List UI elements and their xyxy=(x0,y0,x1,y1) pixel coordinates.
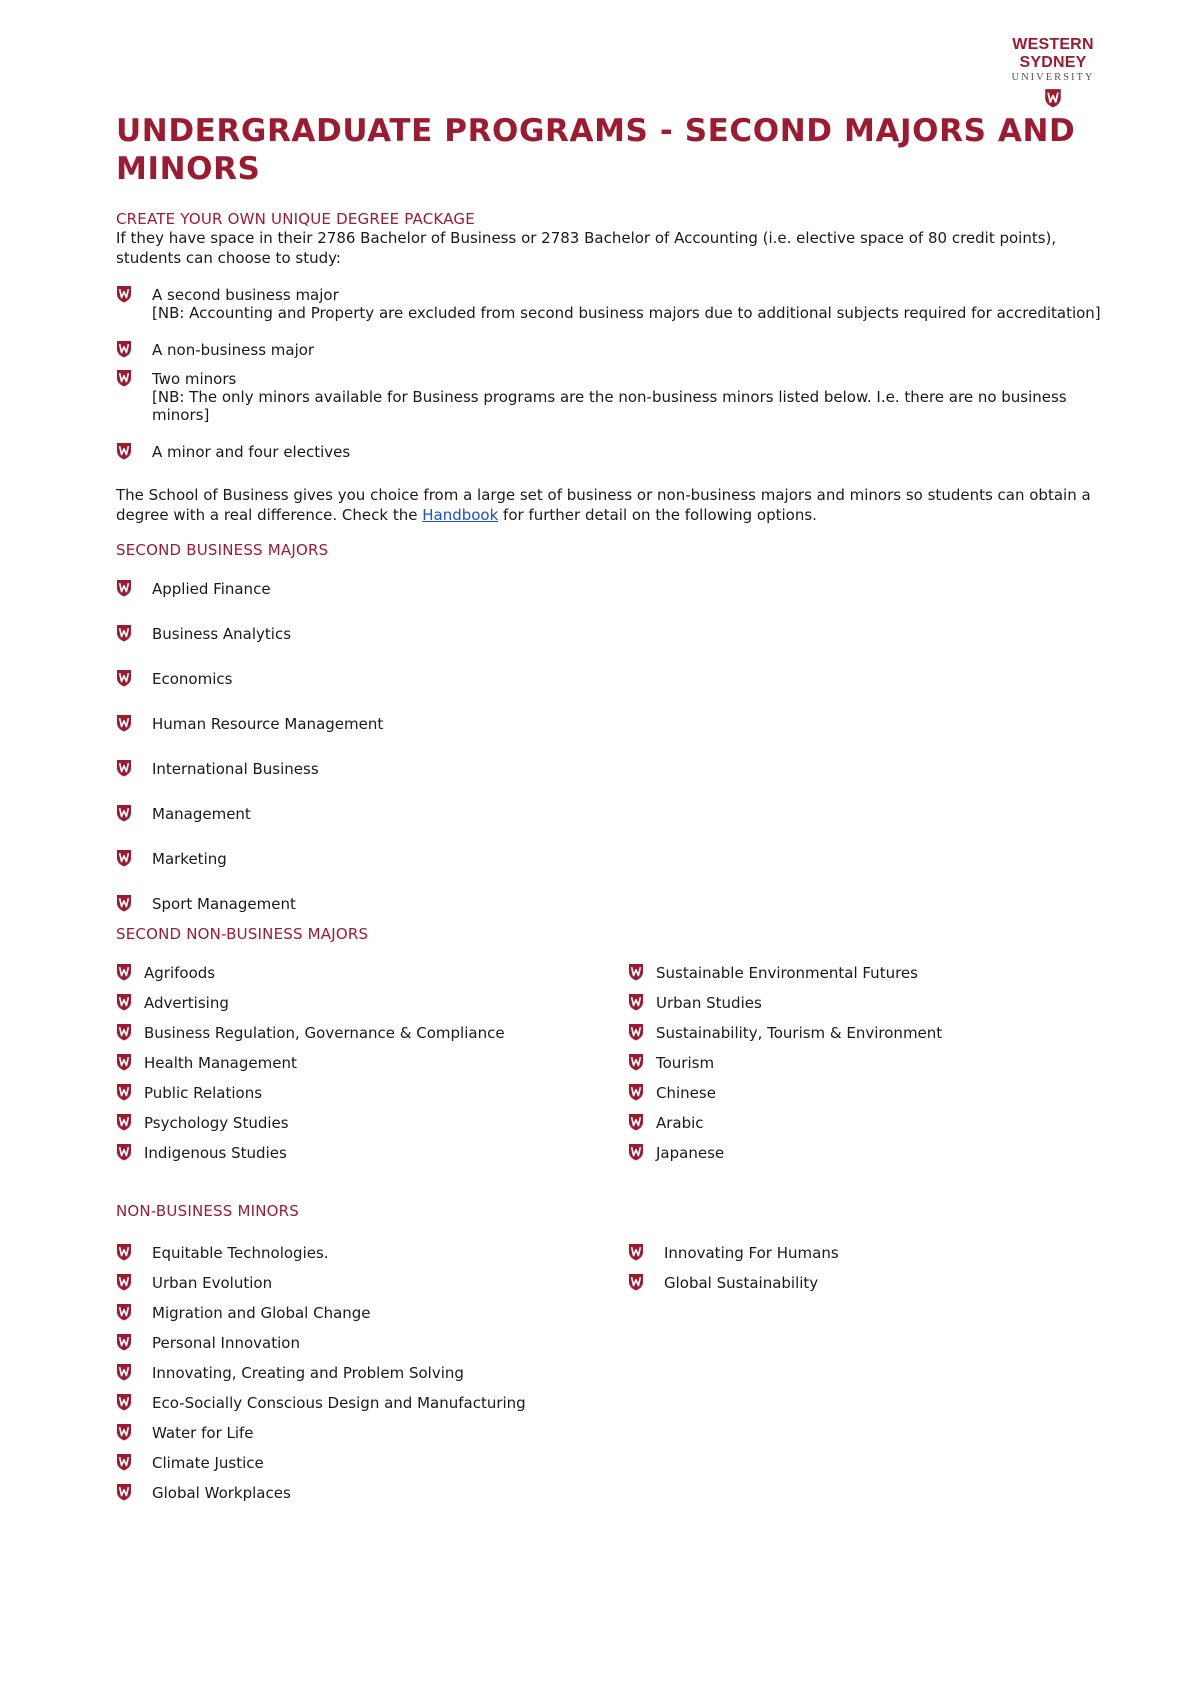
list-item xyxy=(116,670,1106,688)
shield-bullet-icon xyxy=(116,894,132,912)
handbook-link[interactable]: Handbook xyxy=(422,506,499,524)
choice-text-before: The School of Business gives you choice from a large set of business or non-business majors and minors so students can obtain a degree with a real difference. Check the xyxy=(116,486,1091,524)
shield-bullet-icon xyxy=(116,1483,132,1501)
list-item xyxy=(116,1144,628,1162)
list-item xyxy=(116,805,1106,823)
shield-bullet-icon xyxy=(116,579,132,597)
list-item xyxy=(116,1484,628,1502)
option-main: A second business major xyxy=(152,286,339,304)
shield-bullet-icon xyxy=(116,624,132,642)
list-item xyxy=(628,1274,1106,1292)
list-item xyxy=(116,1424,628,1442)
choice-text-after: for further detail on the following options. xyxy=(498,506,817,524)
non-business-minors-columns xyxy=(116,1244,1106,1502)
list-item-label: Innovating For Humans xyxy=(664,1244,839,1262)
shield-bullet-icon xyxy=(116,1393,132,1411)
shield-bullet-icon xyxy=(116,963,132,981)
option-main: A non-business major xyxy=(152,341,315,359)
study-options-list xyxy=(116,286,1106,461)
shield-bullet-icon xyxy=(116,759,132,777)
list-item xyxy=(116,286,1106,322)
shield-bullet-icon xyxy=(116,1243,132,1261)
list-item-label: Economics xyxy=(152,670,233,688)
shield-bullet-icon xyxy=(116,1303,132,1321)
list-item-label: Marketing xyxy=(152,850,227,868)
non-business-minors-left xyxy=(116,1244,628,1502)
list-item-label: Business Analytics xyxy=(152,625,292,643)
logo-shield-icon xyxy=(1044,88,1062,108)
list-item-label: Global Sustainability xyxy=(664,1274,819,1292)
shield-bullet-icon xyxy=(116,1083,132,1101)
list-item-label: Sustainable Environmental Futures xyxy=(656,964,918,982)
option-note: [NB: The only minors available for Business programs are the non-business minors listed below. I.e. there are no business minors] xyxy=(152,388,1067,424)
list-item xyxy=(116,1364,628,1382)
shield-bullet-icon xyxy=(116,1023,132,1041)
create-intro: If they have space in their 2786 Bachelor of Business or 2783 Bachelor of Accounting (i.e. elective space of 80 credit points), students can choose to study: xyxy=(116,229,1057,267)
list-item-label: Management xyxy=(152,805,251,823)
shield-bullet-icon xyxy=(628,1243,644,1261)
list-item-label: Indigenous Studies xyxy=(144,1144,287,1162)
shield-bullet-icon xyxy=(628,1143,644,1161)
shield-bullet-icon xyxy=(116,1363,132,1381)
shield-bullet-icon xyxy=(116,340,132,358)
shield-bullet-icon xyxy=(116,669,132,687)
shield-bullet-icon xyxy=(628,1083,644,1101)
option-main: Two minors xyxy=(152,370,237,388)
shield-bullet-icon xyxy=(116,993,132,1011)
page-title: UNDERGRADUATE PROGRAMS - SECOND MAJORS AND MINORS xyxy=(116,113,1076,187)
list-item xyxy=(628,1084,1106,1102)
list-item-label: Equitable Technologies. xyxy=(152,1244,329,1262)
shield-bullet-icon xyxy=(116,714,132,732)
list-item-label: Japanese xyxy=(656,1144,725,1162)
list-item xyxy=(116,1304,628,1322)
list-item xyxy=(116,1024,628,1042)
list-item-label: Innovating, Creating and Problem Solving xyxy=(152,1364,464,1382)
list-item xyxy=(116,370,1106,424)
list-item-label: Advertising xyxy=(144,994,229,1012)
list-item-label: Migration and Global Change xyxy=(152,1304,371,1322)
list-item xyxy=(116,443,1106,461)
list-item-label: Sustainability, Tourism & Environment xyxy=(656,1024,943,1042)
section-heading-non-business-majors: SECOND NON-BUSINESS MAJORS xyxy=(116,925,369,943)
list-item-label: Urban Evolution xyxy=(152,1274,273,1292)
section-heading-non-business-minors: NON-BUSINESS MINORS xyxy=(116,1202,299,1220)
list-item-label: Agrifoods xyxy=(144,964,216,982)
list-item xyxy=(116,580,1106,598)
shield-bullet-icon xyxy=(116,804,132,822)
shield-bullet-icon xyxy=(116,1333,132,1351)
logo-subtitle: UNIVERSITY xyxy=(1011,72,1095,83)
list-item xyxy=(116,850,1106,868)
list-item xyxy=(116,760,1106,778)
list-item-label: Global Workplaces xyxy=(152,1484,291,1502)
list-item xyxy=(116,1394,628,1412)
list-item xyxy=(116,341,1106,359)
list-item xyxy=(116,1114,628,1132)
list-item xyxy=(116,625,1106,643)
list-item-label: Chinese xyxy=(656,1084,716,1102)
list-item xyxy=(116,1454,628,1472)
list-item xyxy=(116,1244,628,1262)
list-item-label: International Business xyxy=(152,760,319,778)
list-item xyxy=(628,1114,1106,1132)
list-item xyxy=(116,715,1106,733)
list-item xyxy=(628,964,1106,982)
list-item-label: Water for Life xyxy=(152,1424,254,1442)
non-business-minors-right xyxy=(628,1244,1106,1502)
list-item xyxy=(116,1084,628,1102)
shield-bullet-icon xyxy=(116,369,132,387)
list-item xyxy=(116,895,1106,913)
document-body xyxy=(116,112,1106,1502)
list-item-label: Tourism xyxy=(656,1054,715,1072)
university-logo xyxy=(978,36,1128,108)
shield-bullet-icon xyxy=(116,1453,132,1471)
list-item xyxy=(628,1024,1106,1042)
list-item xyxy=(116,964,628,982)
list-item-label: Human Resource Management xyxy=(152,715,384,733)
section-heading-business-majors: SECOND BUSINESS MAJORS xyxy=(116,541,329,559)
list-item-label: Eco-Socially Conscious Design and Manufacturing xyxy=(152,1394,526,1412)
shield-bullet-icon xyxy=(116,1143,132,1161)
shield-bullet-icon xyxy=(628,1273,644,1291)
list-item xyxy=(116,1334,628,1352)
non-business-majors-right xyxy=(628,964,1106,1162)
list-item-label: Personal Innovation xyxy=(152,1334,300,1352)
list-item xyxy=(628,1244,1106,1262)
business-majors-list xyxy=(116,580,1106,913)
shield-bullet-icon xyxy=(628,993,644,1011)
logo-wordmark: WESTERN SYDNEY xyxy=(1012,36,1094,71)
list-item xyxy=(628,994,1106,1012)
shield-bullet-icon xyxy=(116,1113,132,1131)
shield-bullet-icon xyxy=(116,285,132,303)
list-item-label: Sport Management xyxy=(152,895,296,913)
list-item-label: Climate Justice xyxy=(152,1454,264,1472)
shield-bullet-icon xyxy=(116,442,132,460)
shield-bullet-icon xyxy=(116,1423,132,1441)
list-item xyxy=(116,994,628,1012)
shield-bullet-icon xyxy=(628,963,644,981)
list-item xyxy=(116,1054,628,1072)
option-main: A minor and four electives xyxy=(152,443,351,461)
shield-bullet-icon xyxy=(628,1053,644,1071)
list-item-label: Arabic xyxy=(656,1114,704,1132)
list-item-label: Health Management xyxy=(144,1054,297,1072)
shield-bullet-icon xyxy=(116,849,132,867)
non-business-majors-left xyxy=(116,964,628,1162)
list-item-label: Urban Studies xyxy=(656,994,762,1012)
shield-bullet-icon xyxy=(628,1023,644,1041)
shield-bullet-icon xyxy=(116,1273,132,1291)
list-item xyxy=(628,1144,1106,1162)
list-item-label: Applied Finance xyxy=(152,580,271,598)
list-item-label: Public Relations xyxy=(144,1084,263,1102)
non-business-majors-columns xyxy=(116,964,1106,1162)
shield-bullet-icon xyxy=(628,1113,644,1131)
list-item xyxy=(628,1054,1106,1072)
list-item-label: Business Regulation, Governance & Compliance xyxy=(144,1024,505,1042)
list-item xyxy=(116,1274,628,1292)
shield-bullet-icon xyxy=(116,1053,132,1071)
section-heading-create: CREATE YOUR OWN UNIQUE DEGREE PACKAGE xyxy=(116,210,475,228)
option-note: [NB: Accounting and Property are excluded from second business majors due to additional subjects required for accreditation] xyxy=(152,304,1101,322)
list-item-label: Psychology Studies xyxy=(144,1114,289,1132)
choice-paragraph xyxy=(116,485,1106,525)
